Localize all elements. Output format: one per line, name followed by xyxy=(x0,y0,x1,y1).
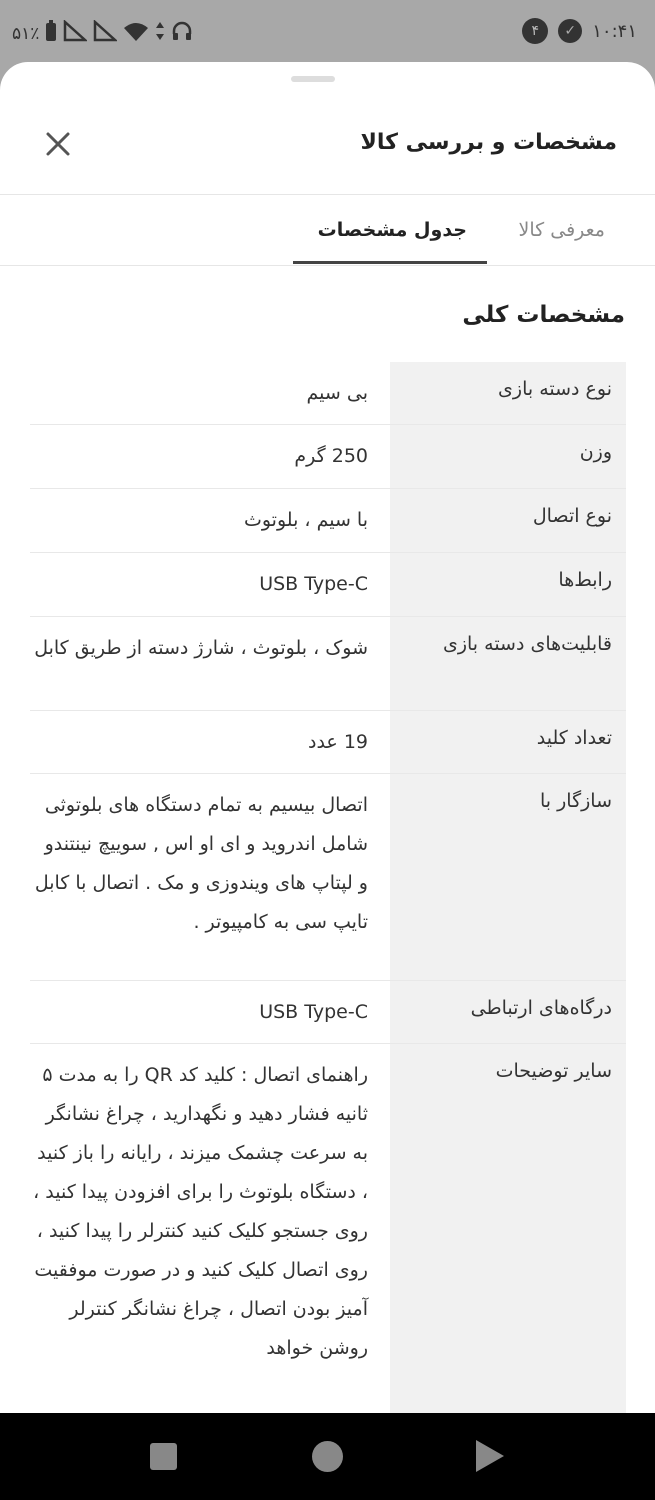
spec-row-other-notes xyxy=(30,1044,626,1413)
wifi-icon xyxy=(123,20,149,47)
spec-value: بی سیم xyxy=(306,382,368,404)
spec-value: USB Type-C xyxy=(259,1001,368,1023)
spec-value: USB Type-C xyxy=(259,573,368,595)
signal-icon xyxy=(63,20,87,47)
back-triangle-icon[interactable] xyxy=(476,1440,504,1472)
spec-value: با سیم ، بلوتوث xyxy=(243,509,368,531)
close-button[interactable] xyxy=(40,126,76,162)
close-icon xyxy=(40,126,76,162)
spec-label: درگاه‌های ارتباطی xyxy=(390,981,626,1043)
home-circle-icon[interactable] xyxy=(312,1441,343,1472)
notification-count-badge: ۴ xyxy=(522,18,548,44)
spec-row-weight xyxy=(30,425,626,489)
spec-table xyxy=(30,362,626,1413)
spec-value: 19 عدد xyxy=(308,731,368,753)
status-left xyxy=(12,20,193,47)
battery-percent: ۵۱٪ xyxy=(12,23,40,44)
tab-specs-table[interactable]: جدول مشخصات xyxy=(317,219,467,241)
spec-label: قابلیت‌های دسته بازی xyxy=(390,617,626,710)
spec-value: راهنمای اتصال : کلید کد QR را به مدت ۵ ثانیه فشار دهید و نگهدارید ، چراغ نشانگر به سرعت چشمک میزند ، رایانه را باز کنید ، دستگاه بلوتوث را برای افزودن پیدا کنید ، روی جستجو کلیک کنید کنترلر را پیدا کنید ، روی اتصال کلیک کنید و در صورت موفقیت آمیز بودن اتصال ، چراغ نشانگر کنترلر روشن خواهد xyxy=(33,1064,368,1359)
spec-row-features xyxy=(30,617,626,711)
spec-label: نوع اتصال xyxy=(390,489,626,552)
tab-product-intro[interactable]: معرفی کالا xyxy=(518,219,605,241)
sheet-title: مشخصات و بررسی کالا xyxy=(360,130,617,155)
spec-value: اتصال بیسیم به تمام دستگاه های بلوتوثی شامل اندروید و ای او اس , سوییچ نینتندو و لپتاپ های ویندوزی و مک . اتصال با کابل تایپ سی به کامپیوتر . xyxy=(34,794,368,933)
data-transfer-icon xyxy=(155,20,165,47)
specs-bottom-sheet xyxy=(0,62,655,1413)
signal-icon-2 xyxy=(93,20,117,47)
shield-check-icon: ✓ xyxy=(558,19,582,43)
spec-label: نوع دسته بازی xyxy=(390,362,626,424)
spec-label: سایر توضیحات xyxy=(390,1044,626,1413)
status-right xyxy=(522,18,637,44)
tab-bar xyxy=(0,195,655,266)
spec-label: وزن xyxy=(390,425,626,488)
spec-value: 250 گرم xyxy=(294,445,368,467)
spec-row-compatible-with xyxy=(30,774,626,981)
section-title: مشخصات کلی xyxy=(462,302,625,328)
system-nav-bar xyxy=(0,1413,655,1500)
spec-row-gamepad-type xyxy=(30,362,626,425)
spec-row-connection-type xyxy=(30,489,626,553)
spec-label: رابط‌ها xyxy=(390,553,626,616)
headphones-icon xyxy=(171,20,193,47)
spec-row-key-count xyxy=(30,711,626,774)
spec-label: تعداد کلید xyxy=(390,711,626,773)
spec-label: سازگار با xyxy=(390,774,626,980)
drag-handle[interactable] xyxy=(291,76,335,82)
status-bar xyxy=(0,0,655,66)
recents-square-icon[interactable] xyxy=(150,1443,177,1470)
spec-row-ports xyxy=(30,981,626,1044)
clock: ۱۰:۴۱ xyxy=(592,20,637,42)
spec-row-interfaces xyxy=(30,553,626,617)
battery-icon xyxy=(45,20,57,47)
sheet-header xyxy=(0,102,655,195)
spec-value: شوک ، بلوتوث ، شارژ دسته از طریق کابل xyxy=(34,637,368,659)
active-tab-indicator xyxy=(293,261,487,264)
